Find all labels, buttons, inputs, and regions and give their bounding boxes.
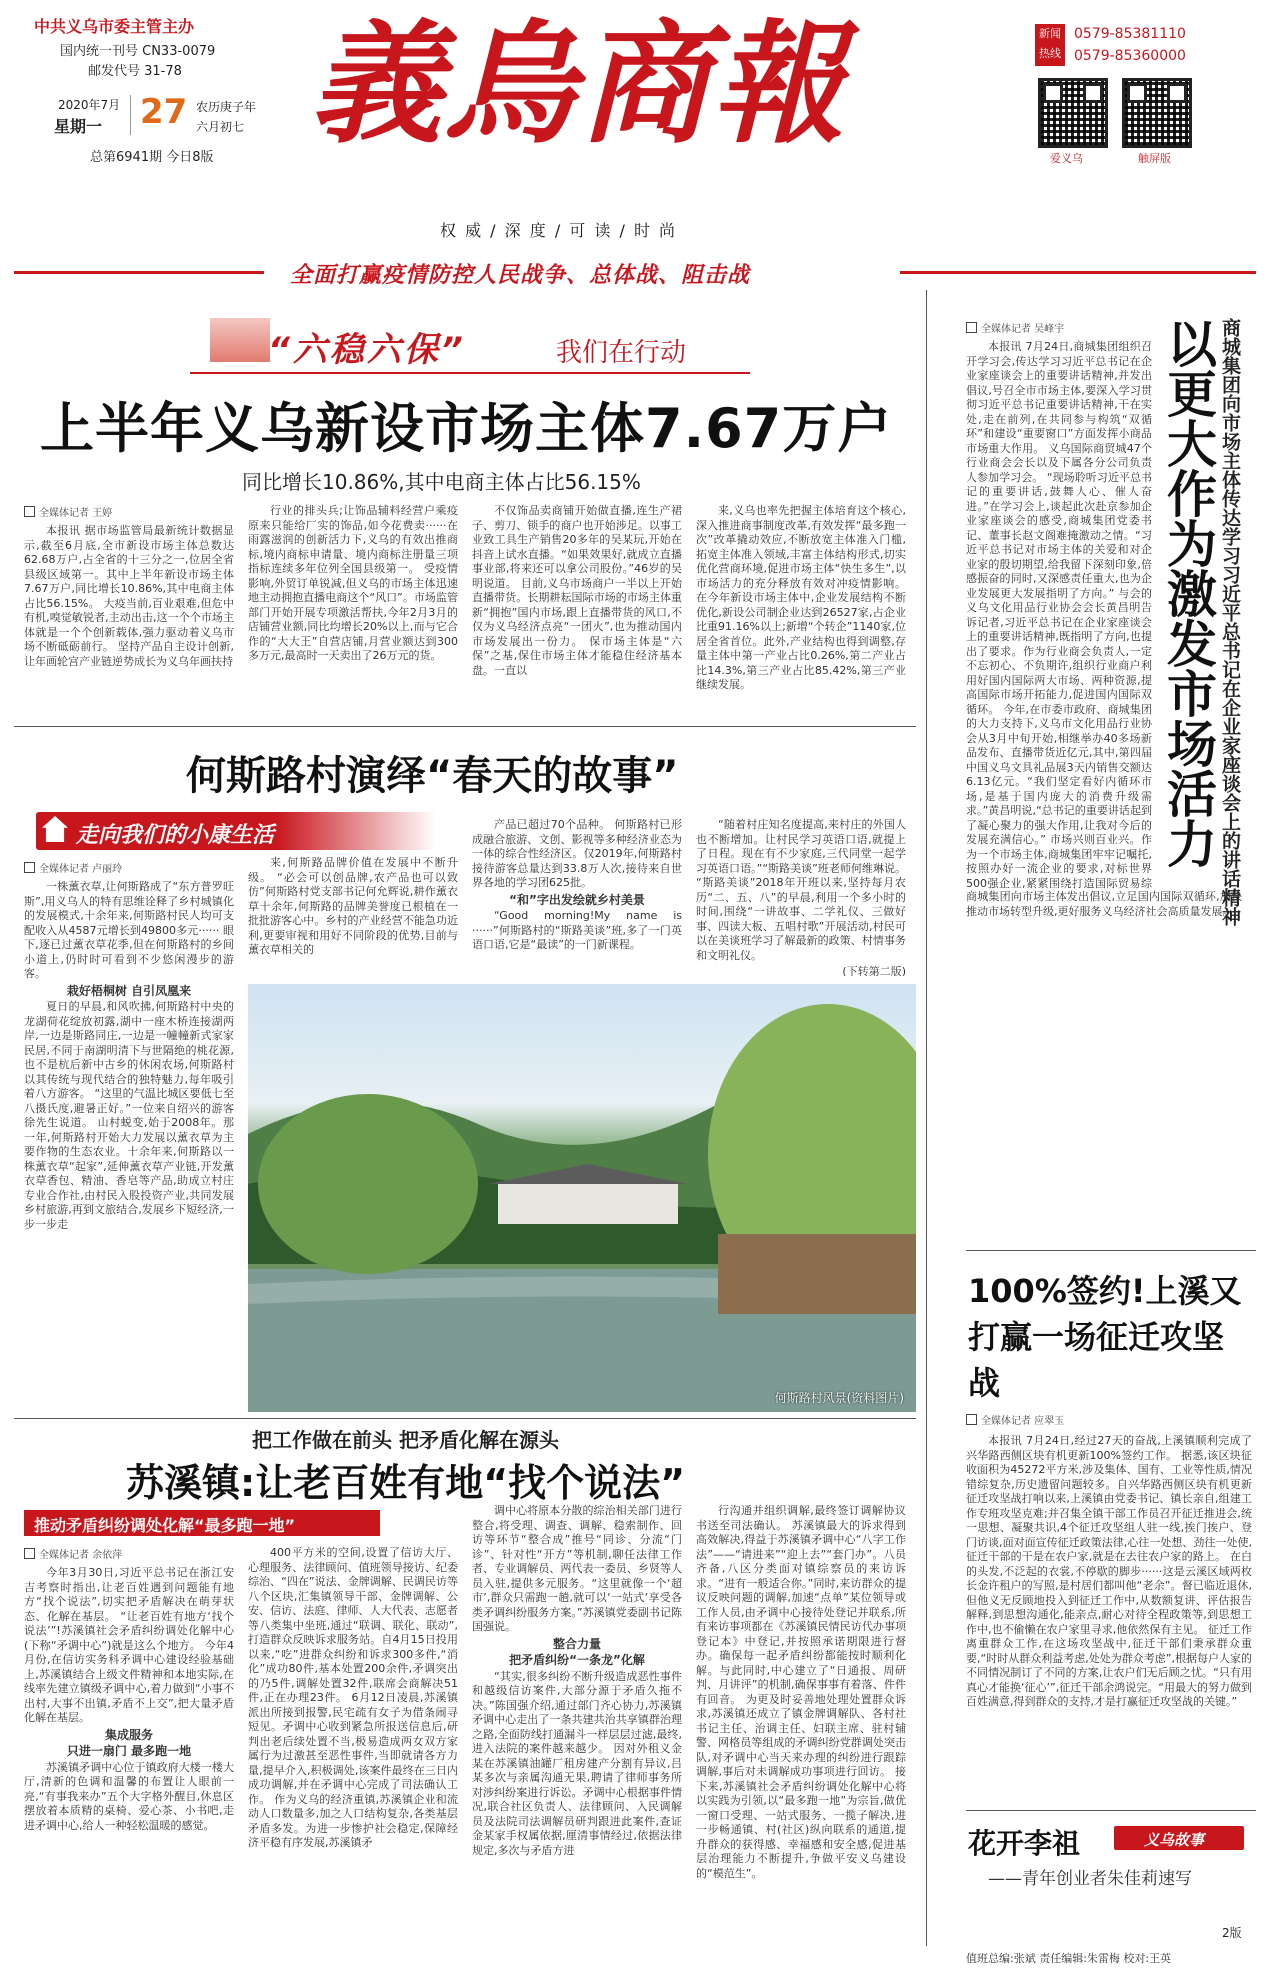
flower-tag xyxy=(1114,1826,1244,1850)
slogan: 权 威 / 深 度 / 可 读 / 时 尚 xyxy=(440,221,678,240)
suxi-subhead-2b: 把矛盾纠纷“一条龙”化解 xyxy=(509,1653,645,1667)
hotline-label xyxy=(1035,24,1065,66)
suxi-kicker: 把工作做在前头 把矛盾化解在源头 xyxy=(252,1428,559,1452)
banner-line-right xyxy=(900,271,1256,274)
right-byline: 全媒体记者 吴峰宇 xyxy=(966,322,1064,336)
top-banner: 全面打赢疫情防控人民战争、总体战、阻击战 xyxy=(290,263,751,288)
hotline-label-1: 新闻 xyxy=(1039,27,1061,40)
footer-credits: 值班总编:张斌 责任编辑:朱雷梅 校对:王英 xyxy=(966,1952,1172,1965)
lead-headline: 上半年义乌新设市场主体7.67万户 xyxy=(40,397,893,460)
date-ym: 2020年7月 xyxy=(58,98,121,112)
lead-byline: 全媒体记者 王婷 xyxy=(24,506,112,520)
right-vertical-headline: 以更大作为激发市场活力 xyxy=(1159,318,1217,868)
banner-line-left xyxy=(14,271,264,274)
lead-kicker-rest: 我们在行动 xyxy=(556,338,687,368)
flower-subhead: ——青年创业者朱佳莉速写 xyxy=(988,1869,1192,1889)
lead-column-1: 本报讯 据市场监管局最新统计数据显示,截至6月底,全市新设市场主体总数达62.68万户,占全省的十三分之一,位居全省县级区域第一。其中上半年新设市场主体7.67万户,同比增长10.86%,其中电商主体占比56.15%。 大疫当前,百业艰难,但危中有机,嗅觉敏锐者,主动出击,这一个个市场主体就是一个个创新载体,强力驱动着义乌市场不断砥砺前行。 坚持产品自主设计创新,让年画轮宫产业链逆势成长为义乌年画扶持 xyxy=(24,524,234,668)
cn-number: 国内统一刊号 CN33-0079 xyxy=(60,44,216,59)
village-section-tag xyxy=(36,812,436,850)
issue-number: 总第6941期 今日8版 xyxy=(90,150,214,165)
village-section-tag-text: 走向我们的小康生活 xyxy=(76,823,275,848)
suxi-column-3: 调中心将原本分散的综治相关部门进行整合,将受理、调查、调解、稳索制作、回访等环节“整合成”推号“同诊、分流“门诊”、针对性“开方”等机制,聊任法律工作者、专业调解员、两代表一委员、乡贤等人员入驻,提供多元服务。“这里就像一个‘超市’,群众只需跑一趟,就可以‘一站式’享受各类矛调纠纷服务方案。”苏溪镇党委副书记陈国强说。 整合力量 把矛盾纠纷“一条龙”化解 “其实,很多纠纷不断升级造成恶性事件和越级信访案件,大部分源于矛盾久拖不决。”陈国强介绍,通过部门齐心协力,苏溪镇矛调中心走出了一条共建共治共享镇群治理之路,全面防线打通漏斗一样层层过滤,最终,进入法院的案件越来越少。 因对外租义金某在苏溪镇油罐厂租房建产分割有异议,吕某多次与亲属沟通无果,聘请了律师事务所对涉纠纷案进行诉讼。矛调中心根据事件情况,联合社区负责人、法律顾问、入民调解员及法院司法调解员研判跟进此案件,查证金某家手权属依据,厘清事情经过,依据法律规定,多次与矛盾方进 xyxy=(472,1504,682,1857)
shangxi-column: 本报讯 7月24日,经过27天的奋战,上溪镇顺利完成了兴华路西侧区块有机更新100%签约工作。 据悉,该区块征收面积为45272平方米,涉及集体、国有、工业等性质,情况错综复杂,历史遗留问题较多。自兴华路西侧区块有机更新征迁攻坚战打响以来,上溪镇由党委书记、镇长亲自,组建工作专班攻坚克难;并召集全镇干部工作员召开征迁推进会,统一思想、凝聚共识,4个征迁攻坚组人驻一线,挨门挨户、登门访谈,面对面宣传征迁政策法律,心往一处想、劲往一处使,征迁干部的干是在农户家,就是在去往农户家的路上。 在白的头发,不泛起的衣裳,不停歇的脚步······这是云溪区域两枚长金许租户的写照,是村居们都叫他“老余”。督已临近退休,但他义无反顾地投入到征迁工作中,从数额复讲、评估报告解释,到思想沟通化,能亲点,耐心对待全程政策等,到思想工作中,也不偷懒在农户家里寻求,他依然保有主见。 征迁工作离重群众工作,在这场攻坚战中,征迁干部们秉承群众重要,“时时从群众利益考虑,处处为群众考虑”,根据每户人家的不同情况制订了不同的方案,让农户们无后顾之忧。“只有用真心才能换‘征心’”,征迁干部余鸿说完。“用最大的努力做到百姓满意,得到群众的支持,才是打赢征迁攻坚战的关键。” xyxy=(966,1434,1252,1708)
newspaper-title: 義烏商報 xyxy=(310,7,846,162)
village-subhead-1: 栽好梧桐树 自引凤凰来 xyxy=(66,983,192,998)
right-main-column: 本报讯 7月24日,商城集团组织召开学习会,传达学习习近平总书记在企业家座谈会上的重要讲话精神,并发出倡议,号召全市市场主体,要深入学习贯彻习近平总书记重要讲话精神,干在实处,走在前列,在共同参与构筑“双循环”和建设“重要窗口”方面发挥小商品市场重大作用。 义乌国际商贸城47个行业商会会长以及下属各分公司负责人参加学习会。 “现场聆听习近平总书记的重要讲话,鼓舞人心、催人奋进。”在学习会上,谈起此次赴京参加企业家座谈会的感受,商城集团党委书记、董事长赵文阁难掩激动之情。“习近平总书记对市场主体的关爱和对企业家的殷切期望,给我留下深刻印象,倍感振奋的同时,又深感责任重大,也为企业发展更大发展指明了方向。” 与会的义乌文化用品行业协会会长黄昌明告诉记者,习近平总书记在企业家座谈会上的重要讲话精神,既指明了方向,也提出了要求。作为行业商会负责人,一定不忘初心、不负期许,组织行业商户利用好国内国际两大市场、两种资源,提高国际市场开拓能力,促进国内国际双循环。 今年,在市委市政府、商城集团的大力支持下,义乌市文化用品行业协会从3月中旬开始,相继举办40多场新品发布、直播带货近亿元,其中,第四届中国义乌文具礼品展3天内销售交额达6.13亿元。“我们坚定看好内循环市场,是基于国内庞大的消费升级需求。”黄昌明说,“总书记的重要讲话起到了凝心聚力的强大作用,让我对今后的发展充满信心。” 市场兴则百业兴。作为一个市场主体,商城集团牢牢记嘱托,按照办好一流企业的要求,对标世界500强企业,紧紧围绕打造国际贸易综 xyxy=(966,340,1152,890)
suxi-subhead-1: 集成服务 xyxy=(104,1727,153,1742)
right-main-column-lower: 商城集团向市场主体发出倡议,立足国内国际双循环,加快推动市场转型升级,更好服务义乌经济社会高质量发展。 xyxy=(966,890,1242,918)
right-divider-2 xyxy=(966,1810,1256,1811)
suxi-headline: 苏溪镇:让老百姓有地“找个说法” xyxy=(126,1461,686,1505)
suxi-section-tag xyxy=(24,1510,380,1536)
village-continued: (下转第二版) xyxy=(842,965,906,976)
phone-1: 0579-85381110 xyxy=(1074,26,1186,42)
village-subhead-2: “和”字出发绘就乡村美景 xyxy=(509,892,645,907)
qr-code-2[interactable] xyxy=(1122,78,1192,148)
suxi-subhead-1b: 只进一扇门 最多跑一地 xyxy=(66,1744,192,1758)
shangxi-byline: 全媒体记者 应翠玉 xyxy=(966,1414,1064,1428)
village-column-2: 来,何斯路品牌价值在发展中不断升级。 “必会可以创品牌,农产品也可以致仿”何斯路村党支部书记何允辉说,耕作薰衣草十余年,何斯路的品牌美誉度已根植在一批批游客心中。乡村的产业经营不能急功近利,更要审视和用好不同阶段的优势,目前与薰衣草相关的 xyxy=(248,856,458,956)
lunar-day: 六月初七 xyxy=(196,120,245,134)
lead-subhead: 同比增长10.86%,其中电商主体占比56.15% xyxy=(242,470,641,494)
lead-column-3: 不仅饰品卖商铺开始做直播,连生产裙子、剪刀、锁手的商户也开始涉足。以事工业致工具生产销售20多年的吴某玩,开始在抖音上试水直播。“如果效果好,就成立直播事业部,将来还可以拿公司股份。”46岁的吴明说道。 目前,义乌市场商户一半以上开始直播带货。长期耕耘国际市场的市场主体重新“拥抱”国内市场,跟上直播带货的风口,不仅为义乌经济点亮“一团火”,也为推动国内市场发展出一份力。 保市场主体是“六保”之基,保住市场主体才能稳住经济基本盘。一直以 xyxy=(472,504,682,677)
qr-label-2: 触屏版 xyxy=(1138,152,1171,165)
suxi-column-4: 行沟通并组织调解,最终签订调解协议书送至司法确认。 苏溪镇最大的诉求得到高效解决,得益于苏溪镇矛调中心“八字工作法”——“请进来”“迎上去”“套门办”。八员齐备,八区分类面对镇综察员的来访诉求。“进有一般适合你。”同时,来访群众的提议反映问题的调解,加速“点单”某位领导或工作人员,由矛调中心接待处登记并联系,所有来访事项都在《苏溪镇民情民访代办事项登记本》中登记,并按照承诺期限进行督办。确保每一起矛盾纠纷都能按时顺利化解。与此同时,中心建立了“日通报、周研判、月讲评”的机制,确保事事有着落、件件有回音。 为更及时妥善地处理处置群众诉求,苏溪镇还成立了镇金牌调解队、各村社书记主任、治调主任、妇联主席、驻村辅警、网格员等组成的矛调纠纷党群调处突击队,对矛调中心当天来办理的纠纷进行跟踪调解,事后对未调解成功事项进行回访。 接下来,苏溪镇社会矛盾纠纷调处化解中心将以实践为引领,以“最多跑一地”为宗旨,做优一窗口受理、一站式服务、一揽子解决,进一步畅通镇、村(社区)纵向联系的通道,提升群众的获得感、幸福感和安全感,促进基层治理能力不断提升,争做平安义乌建设的“模范生”。 xyxy=(696,1504,906,1880)
shangxi-headline: 100%签约!上溪又打赢一场征迁攻坚战 xyxy=(968,1272,1242,1402)
qr-code-1[interactable] xyxy=(1038,78,1108,148)
right-vertical-subhead: 商城集团向市场主体传达学习习近平总书记在企业家座谈会上的讲话精神 xyxy=(1219,318,1241,926)
lead-column-4: 来,义乌也率先把握主体培育这个核心,深入推进商事制度改革,有效发挥“最多跑一次”改革撬动效应,不断放宽主体准入门槛,拓宽主体准入领域,丰富主体结构形式,切实优化营商环境,促进市场主体“快生多生”,以市场活力的充分释放有效对冲疫情影响。 在今年新设市场主体中,企业发展结构不断优化,新设公司制企业达到26527家,占企业比重91.16%以上;新增“个转企”1140家,位居全省首位。此外,产业结构也得到调整,存量主体中第一产业占比0.26%,第二产业占比14.3%,第三产业占比85.42%,第三产业继续发展。 xyxy=(696,504,906,691)
qr-label-1: 爱义乌 xyxy=(1050,152,1083,165)
suxi-section-tag-text: 推动矛盾纠纷调处化解“最多跑一地” xyxy=(34,1516,296,1535)
village-byline: 全媒体记者 卢丽玲 xyxy=(24,862,122,876)
suxi-byline: 全媒体记者 余依萍 xyxy=(24,1548,122,1562)
lunar-year: 农历庚子年 xyxy=(196,100,257,114)
village-column-1: 一株薰衣草,让何斯路成了“东方普罗旺斯”,用义乌人的特有思维诠释了乡村城镇化的发展模式,十余年来,何斯路村民人均可支配收入从4587元增长到49800多元······ 眼下,逐已过薰衣草花季,但在何斯路村的乡间小道上,仍时时可看到不少悠闲漫步的游客。 栽好梧桐树 自引凤凰来 夏日的早晨,和风吹拂,何斯路村中央的龙湖荷花绽放初露,湖中一座木桥连接湖两岸,一边是斯路同庄,一边是一幢幢新式家家民居,不同于南湖明清下与世隔绝的桃花源,也不是杭后新中古乡的休闲农场,何斯路村以其传统与现代结合的独特魅力,每年吸引着八方游客。 “这里的气温比城区要低七至八摄氏度,避暑正好。”一位来自绍兴的游客徐先生说道。 山村蜕变,始于2008年。那一年,何斯路村开始大力发展以薰衣草为主要作物的生态农业。十余年来,何斯路以一株薰衣草“起家”,延伸薰衣草产业链,开发薰衣草香包、精油、香皂等产品,助成立村庄专业合作社,由村民入股投资产业,共同发展乡村旅游,再到文旅结合,发展乡下短经济,一步一步走 xyxy=(24,880,234,1231)
village-column-4: “随着村庄知名度提高,来村庄的外国人也不断增加。让村民学习英语口语,就提上了日程。现在有不少家庭,三代同堂一起学习英语口语。”“斯路美谈”班老师何维琳说。 “斯路美谈”2018年开班以来,坚持每月农历“二、五、八”的早晨,利用一个多小时的时间,围绕“一讲故事、二学礼仪、三做好事、四读大板、五唱村歌”开展活动,村民可以在美谈班学习了解最新的政策、村情事务和文明礼仪。 (下转第二版) xyxy=(696,818,906,976)
house-icon xyxy=(42,816,68,842)
village-headline: 何斯路村演绎“春天的故事” xyxy=(186,753,679,799)
photo-scene xyxy=(248,984,916,1412)
phone-2: 0579-85360000 xyxy=(1074,48,1186,64)
lead-kicker-quote: “六稳六保” xyxy=(268,330,466,370)
lead-divider xyxy=(14,726,916,727)
page-number: 2版 xyxy=(1222,1926,1242,1940)
flower-headline: 花开李祖 xyxy=(968,1827,1081,1860)
right-divider-1 xyxy=(966,1250,1256,1251)
village-divider xyxy=(14,1418,916,1419)
flower-tag-text: 义乌故事 xyxy=(1144,1831,1205,1849)
suxi-column-2: 400平方米的空间,设置了信访大厅、心理服务、法律顾问、值班领导接访、纪委综治、“四在”说法、金牌调解、民调民访等八个区块,汇集镇领导干部、金牌调解、公安、信访、法庭、律师、人大代表、志愿者等八类集中坐班,通过“联调、联化、联动”,打造群众反映诉求服务站。自4月15日投用以来,“吃”进群众纠纷和诉求300多件,“消化”成功80件,基本处置200余件,矛调突出的乃5件,调解处置32件,联席会商解决51件,正在办理23件。 6月12日凌晨,苏溪镇派出所接到报警,民宅疏有女子为借条闹寻短见。矛调中心收到紧急所报送信息后,研判出老后续处置不当,极易造成两女双方家属行为过激甚至恶性事件,当即就请各方力量,提早介入,积极调处,该案件最终在三日内成功调解,并在矛调中心完成了司法确认工作。 作为义乌的经济重镇,苏溪镇企业和流动人口数量多,加之人口结构复杂,各类基层矛盾多发。为进一步惨护社会稳定,保障经济平稳有序发展,苏溪镇矛 xyxy=(248,1546,458,1849)
date-divider xyxy=(130,95,131,135)
day-number: 27 xyxy=(140,92,188,132)
kicker-underline xyxy=(190,372,750,374)
photo-caption: 何斯路村风景(资料图片) xyxy=(774,1391,904,1405)
lead-column-2: 行业的排头兵;让饰品辅料经营户乘疫原来只能给厂实的饰品,如今花费卖······在雨露滋润的创新活力下,义乌的有效出推商标,境内商标申请量、境内商标注册量三项指标连续多年位列全国县级第一。 受疫情影响,外贸订单锐减,但义乌的市场主体迅速地主动拥抱直播电商这个“风口”。市场监管部门开始开展专项激活帮扶,今年2月3月的店铺营业额,同比均增长20%以上,而与它合作的“大大王”自营店铺,月营业额达到300多万元,最高时一天卖出了26万元的货。 xyxy=(248,504,458,662)
weekday: 星期一 xyxy=(54,117,103,136)
village-column-3: 产品已超过70个品种。 何斯路村已形成融合旅游、文创、影视等多种经济业态为一体的综合性经济区。仅2019年,何斯路村接待游客总量达到33.8万人次,接待来自世界各地的学习团625批。 “和”字出发绘就乡村美景 “Good morning!My name is ······”何斯路村的“斯路美谈”班,多了一门英语口语,它是“最读”的一门新课程。 xyxy=(472,818,682,951)
postal-code: 邮发代号 31-78 xyxy=(88,64,182,79)
right-column-border xyxy=(926,290,927,1946)
lead-kicker-decoration xyxy=(210,318,270,362)
hotline-label-2: 热线 xyxy=(1039,47,1061,60)
masthead xyxy=(0,0,1272,288)
sponsor-line: 中共义乌市委主管主办 xyxy=(34,17,195,36)
suxi-subhead-2: 整合力量 xyxy=(552,1636,601,1651)
suxi-column-1: 今年3月30日,习近平总书记在浙江安吉考察时指出,让老百姓遇到问题能有地方“找个说法”,切实把矛盾解决在萌芽状态、化解在基层。 “让老百姓有地方‘找个说法’”!苏溪镇社会矛盾纠纷调处化解中心(下称“矛调中心”)就是这么个地方。 今年4月份,在信访实务科矛调中心建设经验基础上,苏溪镇结合上级文件精神和本地实际,在线率先建立镇级矛调中心,着力做到“小事不出村,大事不出镇,矛盾不上交”,把大量矛盾化解在基层。 集成服务 只进一扇门 最多跑一地 苏溪镇矛调中心位于镇政府大楼一楼大厅,清新的色调和温馨的布置让人眼前一亮,“有事我来办”五个大字格外醒目,休息区摆放着本质精的桌椅、爱心茶、小书吧,走进矛调中心,给人一种轻松温暖的感觉。 xyxy=(24,1566,234,1832)
village-photo[interactable] xyxy=(248,984,916,1412)
